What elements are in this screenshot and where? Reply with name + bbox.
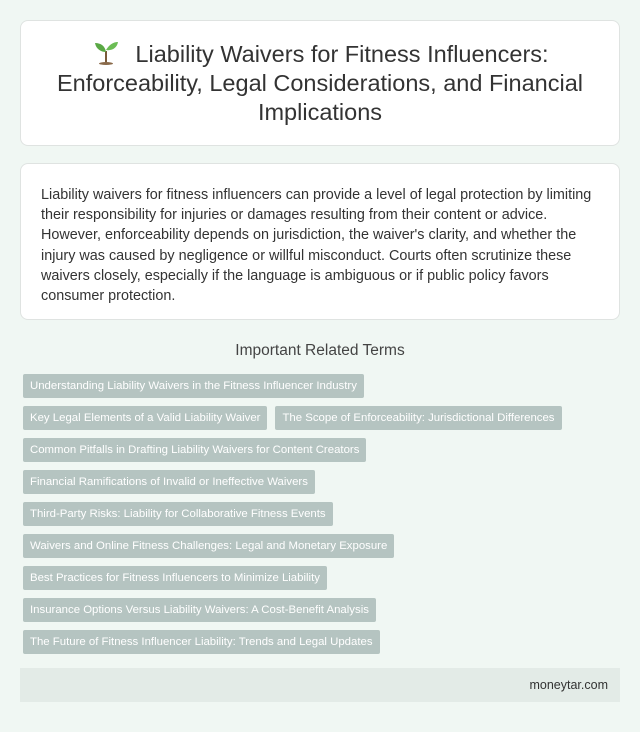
term-tag[interactable]: Financial Ramifications of Invalid or Ineffective Waivers (23, 470, 315, 494)
term-tag[interactable]: Key Legal Elements of a Valid Liability Waiver (23, 406, 267, 430)
summary-card (20, 163, 620, 320)
footer-site-link[interactable]: moneytar.com (529, 678, 608, 692)
page-title-container (51, 39, 589, 127)
page-title: Liability Waivers for Fitness Influencers: Enforceability, Legal Considerations, and Financial Implications (56, 41, 583, 125)
term-tag[interactable]: Waivers and Online Fitness Challenges: Legal and Monetary Exposure (23, 534, 394, 558)
related-terms-list (23, 374, 623, 662)
term-tag[interactable]: Understanding Liability Waivers in the Fitness Influencer Industry (23, 374, 364, 398)
related-terms-heading: Important Related Terms (235, 342, 405, 359)
title-card (20, 20, 620, 146)
term-tag[interactable]: The Scope of Enforceability: Jurisdictional Differences (275, 406, 561, 430)
summary-text: Liability waivers for fitness influencers can provide a level of legal protection by limiting their responsibility for injuries or damages resulting from their content or advice. However, enforceability depends on jurisdiction, the waiver's clarity, and whether the injury was caused by negligence or willful misconduct. Courts often scrutinize these waivers closely, especially if the language is ambiguous or if public policy favors consumer protection. (41, 187, 592, 305)
term-tag[interactable]: Common Pitfalls in Drafting Liability Waivers for Content Creators (23, 438, 366, 462)
footer (20, 668, 620, 702)
sprout-icon (91, 39, 121, 65)
term-tag[interactable]: The Future of Fitness Influencer Liability: Trends and Legal Updates (23, 630, 380, 654)
term-tag[interactable]: Best Practices for Fitness Influencers to Minimize Liability (23, 566, 327, 590)
term-tag[interactable]: Insurance Options Versus Liability Waivers: A Cost-Benefit Analysis (23, 598, 376, 622)
term-tag[interactable]: Third-Party Risks: Liability for Collaborative Fitness Events (23, 502, 333, 526)
